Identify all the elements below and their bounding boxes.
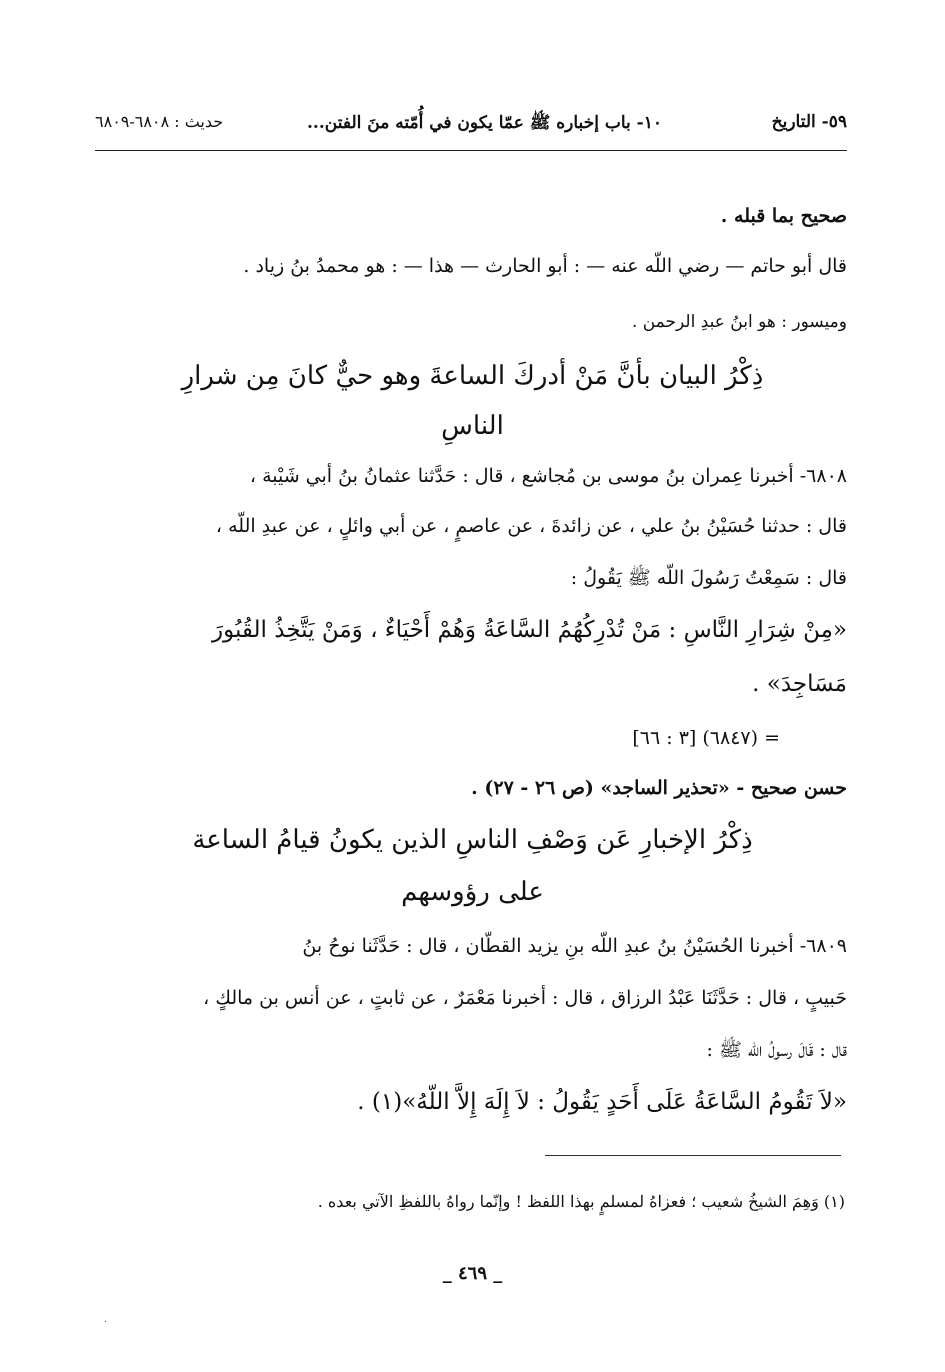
cross-reference: = (٦٨٤٧) [٣ : ٦٦] (632, 727, 780, 749)
chapter-title: ٥٩- التاريخ (771, 112, 847, 132)
header-rule (95, 150, 847, 151)
section-heading: على رؤوسهم (401, 877, 544, 907)
isnad-line: قال : قَالَ رسولُ اللّه ﷺ : (706, 1039, 847, 1061)
hadith-range: حديث : ٦٨٠٨-٦٨٠٩ (95, 112, 224, 131)
section-heading: ذِكْرُ البيان بأنَّ مَنْ أدركَ الساعةَ وهو حيٌّ كانَ مِن شرارِ (181, 361, 764, 391)
grade-line: حسن صحيح - «تحذير الساجد» (ص ٢٦ - ٢٧) . (471, 777, 847, 799)
hadith-text: مَسَاجِدَ» . (752, 671, 847, 697)
isnad-line: ٦٨٠٩- أخبرنا الحُسَيْنُ بنُ عبدِ اللّه بنِ يزيد القطّان ، قال : حَدَّثَنا نوحُ بنُ (302, 935, 847, 957)
page-number: _ ٤٦٩ _ (442, 1263, 503, 1284)
section-heading: الناسِ (441, 411, 504, 441)
isnad-line: حَبيبٍ ، قال : حَدَّثَنَا عَبْدُ الرزاق ، قال : أخبرنا مَعْمَرٌ ، عن ثابتٍ ، عن أنس بن مالكٍ ، (203, 987, 847, 1009)
commentary-line: قال أبو حاتم — رضي اللّه عنه — : أبو الحارث — هذا — : هو محمدُ بنُ زياد . (243, 255, 847, 277)
isnad-line: قال : سَمِعْتُ رَسُولَ اللّه ﷺ يَقُولُ : (570, 567, 847, 589)
hadith-text: «مِنْ شِرَارِ النَّاسِ : مَنْ تُدْرِكُهُمُ السَّاعَةُ وَهُمْ أَحْيَاءٌ ، وَمَنْ يَتَّخِذُ القُبُورَ (211, 617, 847, 643)
isnad-line: قال : حدثنا حُسَيْنُ بنُ علي ، عن زائدةَ ، عن عاصمٍ ، عن أبي وائلٍ ، عن عبدِ اللّه ، (215, 515, 847, 537)
running-header (95, 112, 847, 146)
footnote-rule (545, 1155, 841, 1156)
grade-line: صحيح بما قبله . (720, 205, 847, 227)
commentary-line: وميسور : هو ابنُ عبدِ الرحمن . (631, 312, 847, 332)
section-heading: ذِكْرُ الإخبارِ عَن وَصْفِ الناسِ الذين يكونُ قيامُ الساعة (192, 825, 753, 855)
footnote: (١) وَهِمَ الشيخُ شعيب ؛ فعزاهُ لمسلمٍ بهذا اللفظ ! وإنّما رواهُ باللفظِ الآتي بعده . (317, 1192, 845, 1211)
hadith-text: «لاَ تَقُومُ السَّاعَةُ عَلَى أَحَدٍ يَقُولُ : لاَ إِلَهَ إِلاَّ اللّهُ»(١) . (357, 1089, 847, 1115)
section-title: ١٠- باب إخباره ﷺ عمّا يكون في أُمّته منَ الفتن... (307, 113, 662, 133)
scan-speck: · (104, 1317, 108, 1328)
isnad-line: ٦٨٠٨- أخبرنا عِمران بنُ موسى بن مُجاشع ، قال : حَدَّثنا عثمانُ بنُ أبي شَيْبة ، (249, 465, 847, 487)
